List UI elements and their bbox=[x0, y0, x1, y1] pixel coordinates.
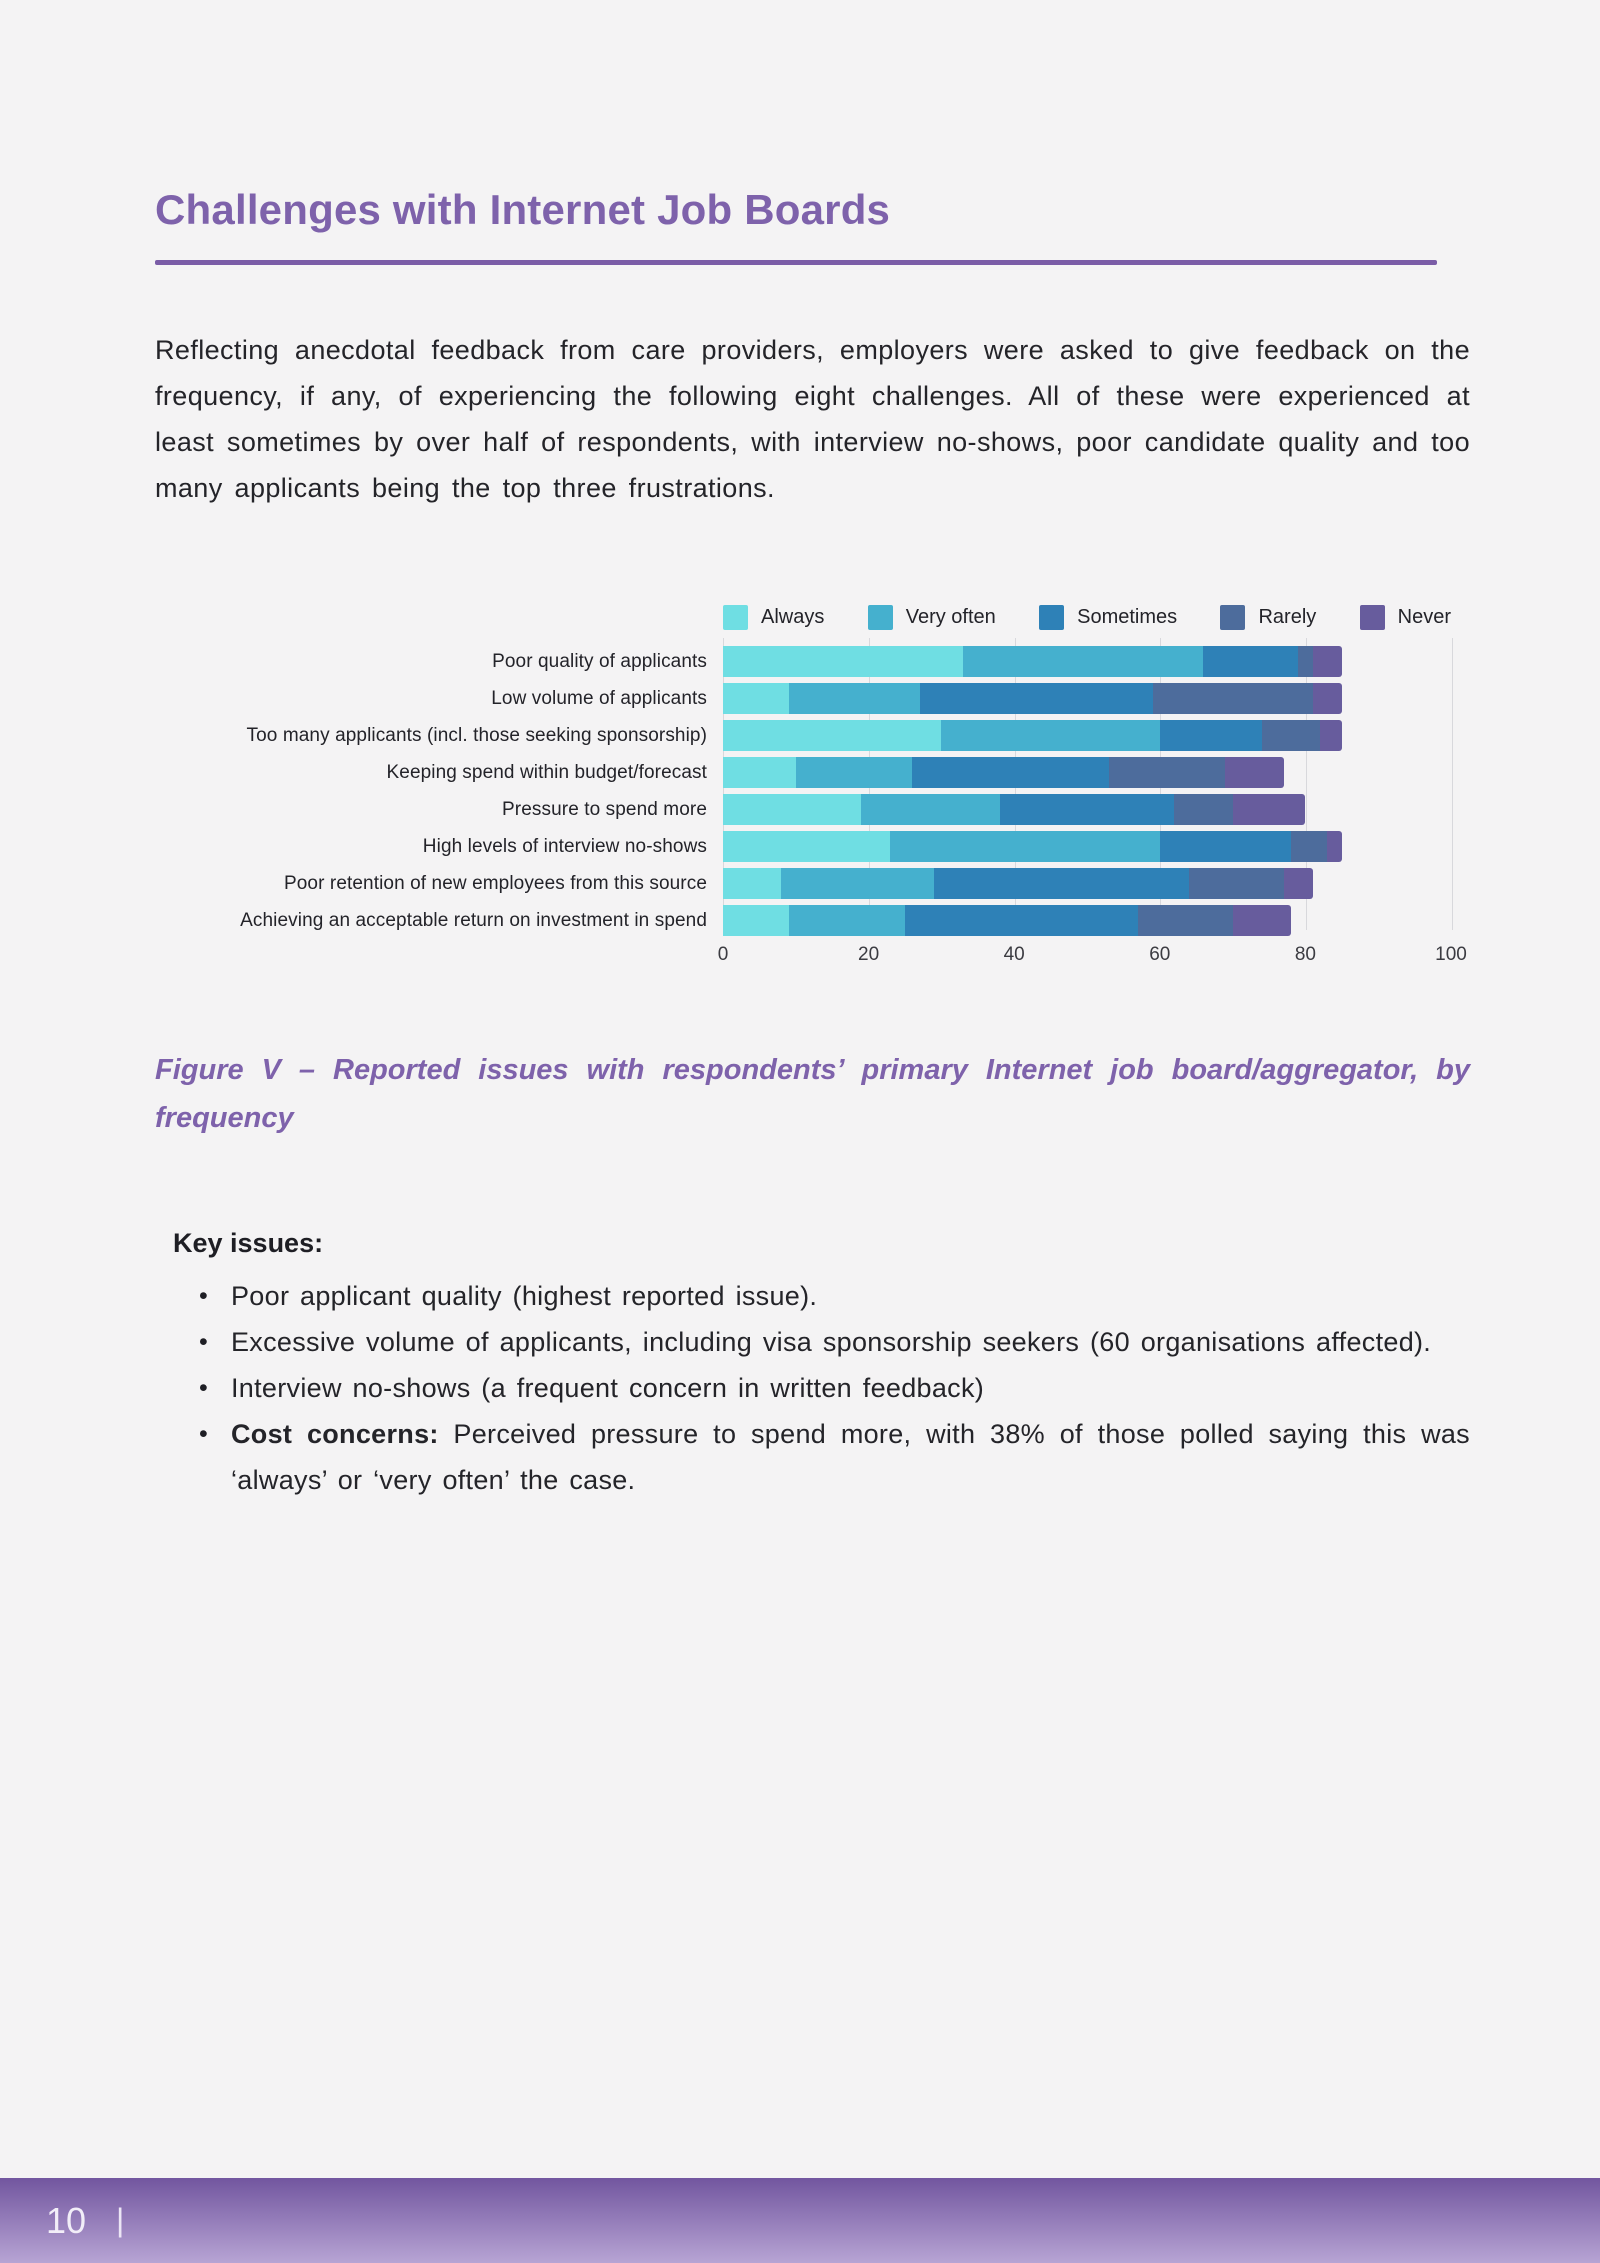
legend-label: Sometimes bbox=[1077, 606, 1178, 628]
chart-legend bbox=[723, 605, 1451, 630]
bullet-lead: Cost concerns: bbox=[231, 1419, 439, 1449]
stacked-bar bbox=[723, 831, 1451, 862]
axis-tick-label: 100 bbox=[1435, 944, 1467, 965]
category-label: Keeping spend within budget/forecast bbox=[386, 761, 707, 783]
bar-segment-never bbox=[1284, 868, 1313, 899]
key-issues-list bbox=[173, 1273, 1470, 1503]
list-item bbox=[173, 1365, 1470, 1411]
legend-item bbox=[868, 605, 996, 630]
bar-segment-sometimes bbox=[1000, 794, 1175, 825]
bullet-icon: • bbox=[199, 1282, 208, 1310]
legend-swatch-rarely bbox=[1220, 605, 1245, 630]
bar-segment-rarely bbox=[1153, 683, 1313, 714]
bar-segment-rarely bbox=[1262, 720, 1320, 751]
legend-label: Never bbox=[1397, 606, 1451, 628]
category-label: Poor quality of applicants bbox=[492, 650, 707, 672]
axis-tick-label: 60 bbox=[1149, 944, 1171, 965]
legend-item bbox=[723, 605, 824, 630]
bar-segment-very-often bbox=[861, 794, 999, 825]
bar-segment-never bbox=[1320, 720, 1342, 751]
bullet-text: Cost concerns: Perceived pressure to spend more, with 38% of those polled saying this was ‘always’ or ‘very often’ the case. bbox=[231, 1419, 1470, 1495]
bar-segment-very-often bbox=[890, 831, 1159, 862]
chart-row bbox=[155, 683, 1470, 714]
stacked-bar bbox=[723, 683, 1451, 714]
list-item bbox=[173, 1411, 1470, 1503]
stacked-bar bbox=[723, 646, 1451, 677]
legend-swatch-sometimes bbox=[1039, 605, 1064, 630]
intro-paragraph: Reflecting anecdotal feedback from care providers, employers were asked to give feedback on the frequency, if any, of experiencing the following eight challenges. All of these were experienced at least sometimes by over half of respondents, with interview no-shows, poor candidate quality and too many applicants being the top three frustrations. bbox=[155, 335, 1470, 503]
page-number: 10 bbox=[46, 2199, 87, 2241]
bar-segment-very-often bbox=[781, 868, 934, 899]
bar-segment-very-often bbox=[941, 720, 1159, 751]
legend-label: Very often bbox=[905, 606, 996, 628]
bar-segment-never bbox=[1327, 831, 1342, 862]
chart-row bbox=[155, 646, 1470, 677]
legend-item bbox=[1039, 605, 1177, 630]
bar-segment-never bbox=[1225, 757, 1283, 788]
bar-segment-rarely bbox=[1109, 757, 1225, 788]
bar-segment-sometimes bbox=[1160, 831, 1291, 862]
bar-segment-very-often bbox=[789, 905, 905, 936]
chart-row bbox=[155, 905, 1470, 936]
chart-row bbox=[155, 831, 1470, 862]
x-axis bbox=[717, 944, 1467, 970]
bar-segment-always bbox=[723, 757, 796, 788]
bar-segment-always bbox=[723, 720, 941, 751]
bullet-icon: • bbox=[199, 1328, 208, 1356]
category-label: Achieving an acceptable return on investment in spend bbox=[240, 909, 707, 931]
chart-row bbox=[155, 868, 1470, 899]
legend-label: Always bbox=[761, 606, 825, 628]
bar-segment-always bbox=[723, 646, 963, 677]
legend-item bbox=[1360, 605, 1451, 630]
axis-tick-label: 20 bbox=[858, 944, 880, 965]
legend-swatch-never bbox=[1360, 605, 1385, 630]
bar-segment-never bbox=[1233, 794, 1306, 825]
legend-swatch-always bbox=[723, 605, 748, 630]
bar-segment-sometimes bbox=[1203, 646, 1298, 677]
list-item bbox=[173, 1273, 1470, 1319]
page-title: Challenges with Internet Job Boards bbox=[155, 186, 891, 233]
bar-segment-sometimes bbox=[912, 757, 1109, 788]
bar-segment-rarely bbox=[1138, 905, 1233, 936]
chart-row bbox=[155, 794, 1470, 825]
bar-segment-sometimes bbox=[905, 905, 1138, 936]
bar-segment-very-often bbox=[789, 683, 920, 714]
stacked-bar bbox=[723, 757, 1451, 788]
figure-caption: Figure V – Reported issues with respondents’ primary Internet job board/aggregator, by frequency bbox=[155, 1054, 1470, 1134]
page-footer bbox=[0, 2178, 1600, 2263]
bar-segment-rarely bbox=[1189, 868, 1284, 899]
legend-label: Rarely bbox=[1258, 606, 1317, 628]
chart-plot-area bbox=[155, 646, 1470, 970]
bullet-text: Interview no-shows (a frequent concern in written feedback) bbox=[231, 1373, 985, 1403]
bullet-text: Poor applicant quality (highest reported issue). bbox=[231, 1281, 818, 1311]
bar-segment-rarely bbox=[1291, 831, 1327, 862]
bar-segment-rarely bbox=[1298, 646, 1313, 677]
axis-tick-label: 80 bbox=[1294, 944, 1316, 965]
stacked-bar-chart bbox=[155, 605, 1470, 970]
chart-row bbox=[155, 757, 1470, 788]
axis-tick-label: 40 bbox=[1003, 944, 1025, 965]
bullet-text: Excessive volume of applicants, including visa sponsorship seekers (60 organisations affected). bbox=[231, 1327, 1432, 1357]
bar-segment-always bbox=[723, 831, 890, 862]
bar-segment-sometimes bbox=[920, 683, 1153, 714]
bar-segment-always bbox=[723, 868, 781, 899]
bar-segment-very-often bbox=[963, 646, 1203, 677]
legend-swatch-very-often bbox=[868, 605, 893, 630]
bar-segment-always bbox=[723, 905, 789, 936]
stacked-bar bbox=[723, 868, 1451, 899]
stacked-bar bbox=[723, 794, 1451, 825]
bar-segment-never bbox=[1233, 905, 1291, 936]
category-label: Low volume of applicants bbox=[491, 687, 707, 709]
chart-row bbox=[155, 720, 1470, 751]
category-label: Pressure to spend more bbox=[502, 798, 707, 820]
bullet-icon: • bbox=[199, 1374, 208, 1402]
bar-segment-very-often bbox=[796, 757, 912, 788]
bar-segment-sometimes bbox=[934, 868, 1189, 899]
title-underline bbox=[155, 260, 1437, 265]
bar-segment-never bbox=[1313, 683, 1342, 714]
bar-segment-sometimes bbox=[1160, 720, 1262, 751]
bar-segment-always bbox=[723, 794, 861, 825]
page-number-separator: | bbox=[116, 2202, 125, 2238]
key-issues-section bbox=[155, 1228, 1470, 1503]
legend-item bbox=[1220, 605, 1316, 630]
category-label: Too many applicants (incl. those seeking sponsorship) bbox=[246, 724, 707, 746]
bar-segment-never bbox=[1313, 646, 1342, 677]
stacked-bar bbox=[723, 905, 1451, 936]
bullet-icon: • bbox=[199, 1420, 208, 1448]
bar-segment-rarely bbox=[1174, 794, 1232, 825]
category-label: High levels of interview no-shows bbox=[422, 835, 707, 857]
axis-tick-label: 0 bbox=[717, 944, 729, 965]
category-label: Poor retention of new employees from this source bbox=[283, 872, 707, 894]
bar-segment-always bbox=[723, 683, 789, 714]
list-item bbox=[173, 1319, 1470, 1365]
stacked-bar bbox=[723, 720, 1451, 751]
key-issues-heading: Key issues: bbox=[173, 1228, 324, 1258]
